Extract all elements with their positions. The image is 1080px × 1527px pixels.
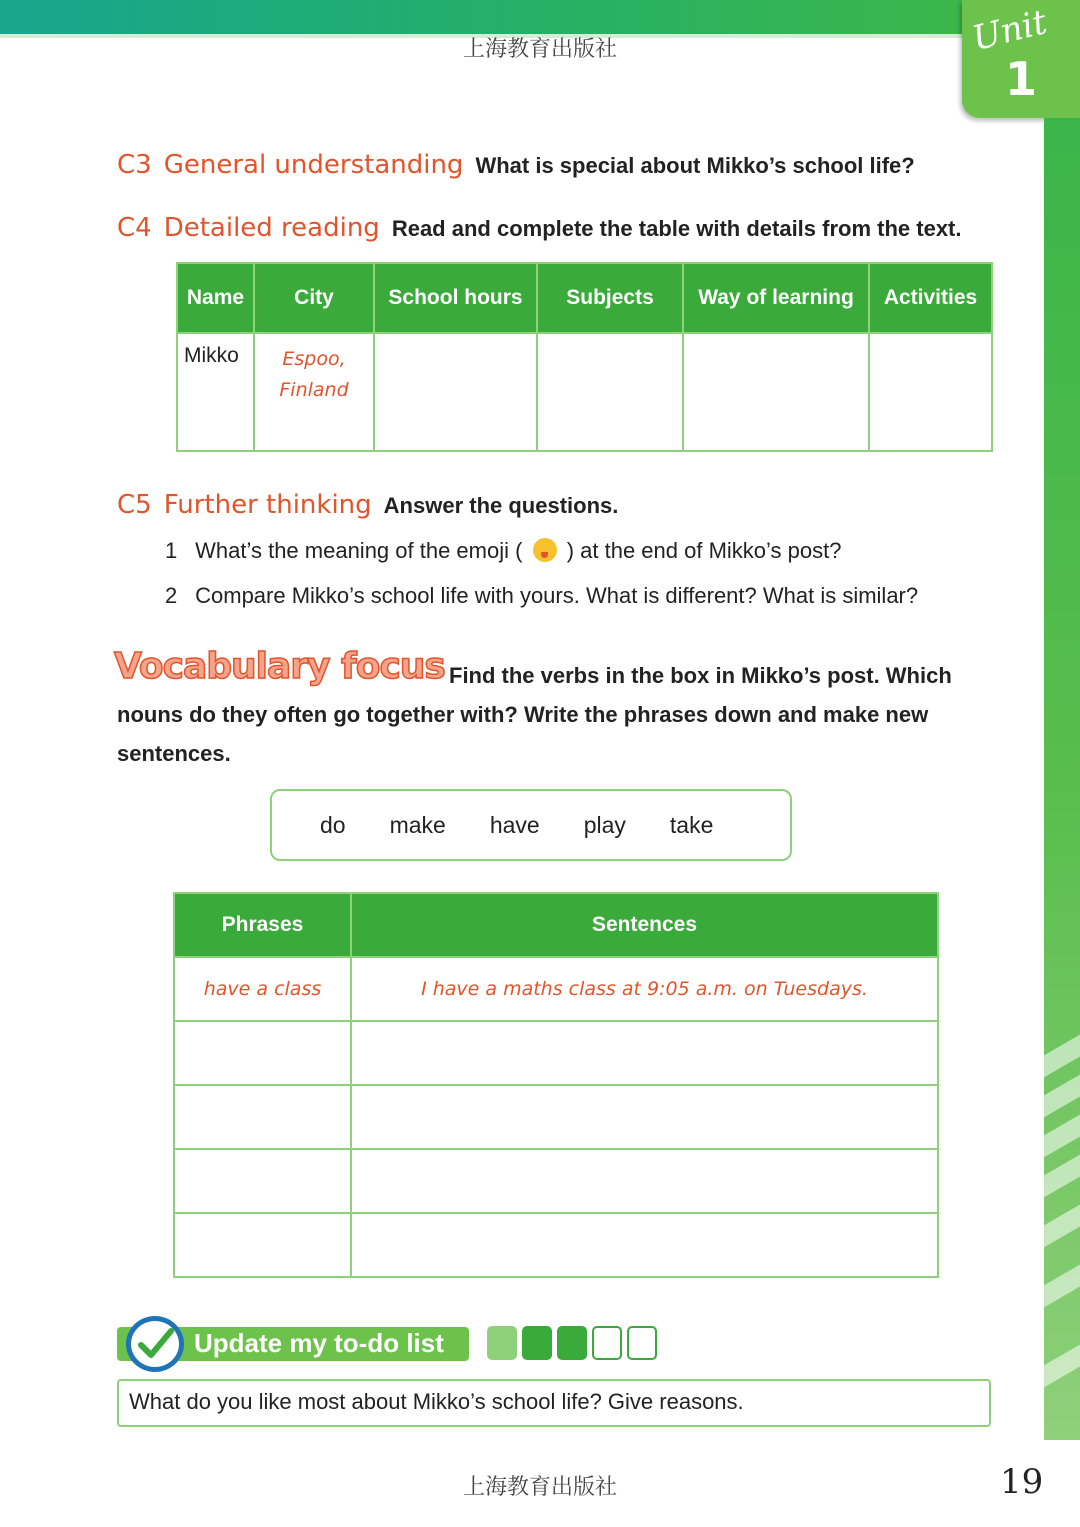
header-publisher: 上海教育出版社: [462, 37, 617, 62]
c4-heading: [117, 213, 962, 243]
col-way-of-learning: Way of learning: [683, 263, 869, 333]
question-2: [165, 583, 918, 609]
cell-way-of-learning[interactable]: [683, 333, 869, 451]
progress-box: [592, 1326, 622, 1360]
col-name: Name: [177, 263, 254, 333]
cell-activities[interactable]: [869, 333, 992, 451]
phrases-sentences-table: [173, 892, 939, 1278]
top-color-bar: [0, 0, 968, 34]
phrase-cell[interactable]: [174, 1021, 351, 1085]
c4-code: C4: [117, 213, 152, 243]
col-city: City: [254, 263, 374, 333]
sentence-cell[interactable]: [351, 1213, 938, 1277]
vocab-title: Vocabulary focus: [114, 646, 445, 687]
table-row: [174, 1213, 938, 1277]
progress-box: [522, 1326, 552, 1360]
progress-box: [487, 1326, 517, 1360]
progress-box: [557, 1326, 587, 1360]
col-school-hours: School hours: [374, 263, 537, 333]
c5-title: Further thinking: [163, 490, 372, 520]
vocab-instruction: Find the verbs in the box in Mikko’s post. Which nouns do they often go together with? Write the phrases down and make new sentences.: [117, 663, 952, 766]
question-text: Compare Mikko’s school life with yours. What is different? What is similar?: [195, 583, 919, 608]
col-phrases: Phrases: [174, 893, 351, 957]
progress-box: [627, 1326, 657, 1360]
unit-number: 1: [1005, 52, 1038, 106]
c3-heading: [117, 150, 915, 180]
cell-school-hours[interactable]: [374, 333, 537, 451]
cell-name: Mikko: [177, 333, 254, 451]
c5-code: C5: [117, 490, 152, 520]
col-activities: Activities: [869, 263, 992, 333]
c3-code: C3: [117, 150, 152, 180]
side-decorative-strip: [1044, 118, 1080, 1440]
example-phrase: have a class: [174, 957, 351, 1021]
table-row: [174, 957, 938, 1021]
todo-progress-boxes: [487, 1326, 657, 1360]
verb-item: have: [489, 811, 540, 838]
question-text-before: What’s the meaning of the emoji (: [195, 538, 523, 563]
question-1: [165, 538, 841, 564]
col-subjects: Subjects: [537, 263, 683, 333]
c4-instruction: Read and complete the table with details from the text.: [391, 216, 962, 241]
table-row: [177, 333, 992, 451]
c3-title: General understanding: [163, 150, 464, 180]
table-row: [174, 1021, 938, 1085]
c5-instruction: Answer the questions.: [383, 493, 619, 518]
todo-prompt: What do you like most about Mikko’s school life? Give reasons.: [117, 1379, 991, 1427]
phrase-cell[interactable]: [174, 1085, 351, 1149]
verb-item: take: [669, 811, 714, 838]
sentence-cell[interactable]: [351, 1085, 938, 1149]
phrase-cell[interactable]: [174, 1213, 351, 1277]
winking-tongue-emoji-icon: [533, 538, 557, 562]
verb-item: do: [320, 811, 346, 838]
verb-item: play: [583, 811, 626, 838]
example-sentence: I have a maths class at 9:05 a.m. on Tuesdays.: [351, 957, 938, 1021]
footer-publisher: 上海教育出版社: [462, 1475, 617, 1500]
cell-subjects[interactable]: [537, 333, 683, 451]
question-number: 1: [165, 538, 178, 563]
verb-item: make: [389, 811, 446, 838]
page-number: 19: [1000, 1462, 1044, 1502]
c3-instruction: What is special about Mikko’s school life?: [475, 153, 915, 178]
city-line-2: Finland: [279, 379, 349, 401]
question-text-after: ) at the end of Mikko’s post?: [566, 538, 842, 563]
checkmark-icon: [126, 1316, 184, 1372]
col-sentences: Sentences: [351, 893, 938, 957]
c4-details-table: [176, 262, 993, 452]
question-number: 2: [165, 583, 178, 608]
table-row: [174, 1149, 938, 1213]
phrase-cell[interactable]: [174, 1149, 351, 1213]
todo-label: Update my to-do list: [194, 1328, 444, 1358]
verb-word-box: [270, 789, 792, 861]
c5-heading: [117, 490, 618, 520]
unit-word: Unit: [968, 2, 1051, 60]
sentence-cell[interactable]: [351, 1149, 938, 1213]
table-row: [174, 1085, 938, 1149]
city-line-1: Espoo,: [282, 348, 346, 370]
sentence-cell[interactable]: [351, 1021, 938, 1085]
cell-city[interactable]: [254, 333, 374, 451]
c4-title: Detailed reading: [163, 213, 380, 243]
